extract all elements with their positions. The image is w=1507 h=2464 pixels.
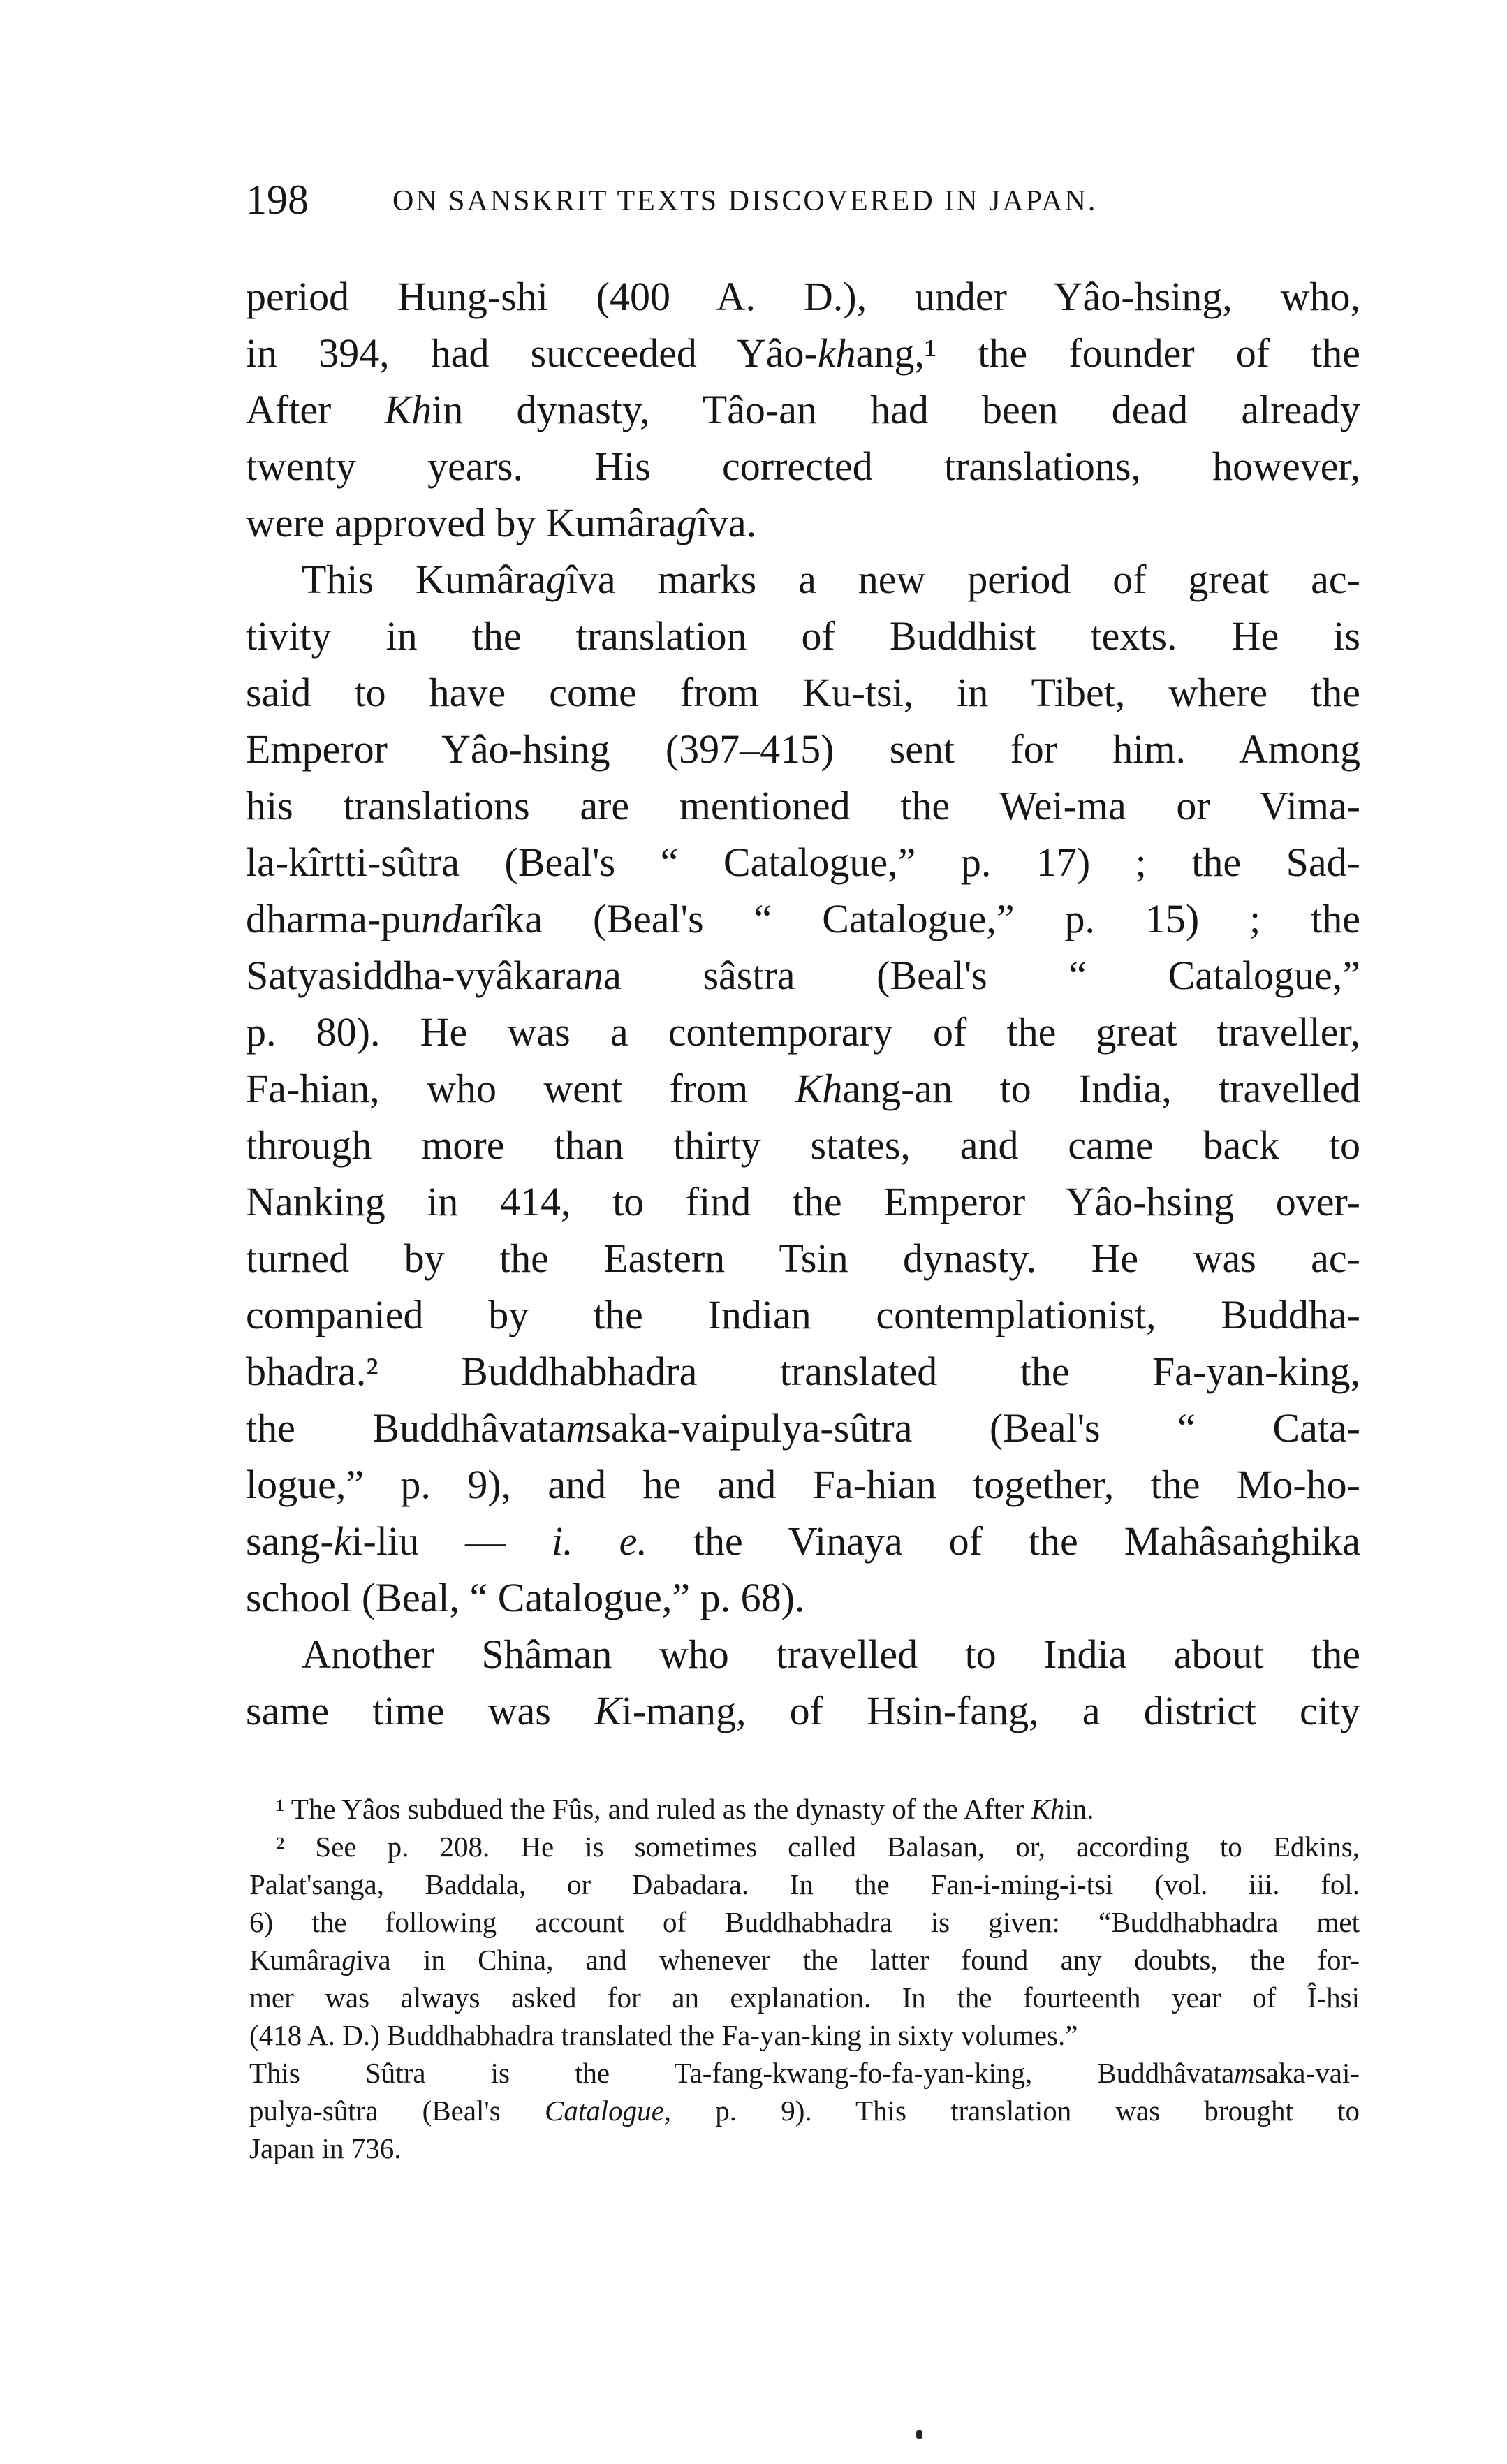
text-line xyxy=(246,1456,1360,1513)
text: After xyxy=(246,387,385,432)
text: same time was xyxy=(246,1688,595,1733)
footnote-line xyxy=(249,2016,1360,2054)
text: Satyasiddha-vyâkara xyxy=(246,953,584,998)
printer-mark xyxy=(916,2430,922,2439)
italic-text: k xyxy=(333,1518,352,1564)
text: i-mang, of Hsin-fang, a district city xyxy=(621,1688,1360,1733)
text: tivity in the translation of Buddhist texts. He is xyxy=(246,613,1360,659)
italic-text: m xyxy=(1234,2057,1255,2089)
text-line xyxy=(246,608,1360,664)
text: saka-vai- xyxy=(1254,2057,1360,2089)
text: Emperor Yâo-hsing (397–415) sent for him. Among xyxy=(246,726,1360,772)
text: ² See p. 208. He is sometimes called Balasan, or, according to Edkins, xyxy=(276,1831,1360,1863)
italic-text: K xyxy=(594,1688,622,1733)
text: logue,” p. 9), and he and Fa-hian together, the Mo-ho- xyxy=(246,1462,1360,1507)
text: a sâstra (Beal's “ Catalogue,” xyxy=(603,953,1360,998)
footnote-line xyxy=(249,2054,1360,2092)
text: sang- xyxy=(246,1518,334,1564)
footnote-line xyxy=(249,1865,1360,1903)
footnote-line xyxy=(249,1903,1360,1941)
footnote-line xyxy=(249,2092,1360,2129)
page-number: 198 xyxy=(246,177,309,223)
text: companied by the Indian contemplationist, Buddha- xyxy=(246,1292,1360,1337)
text-line xyxy=(246,381,1360,438)
text-line xyxy=(246,1004,1360,1060)
text: i-liu — xyxy=(351,1518,552,1564)
text: p. 80). He was a contemporary of the great traveller, xyxy=(246,1009,1360,1055)
footnote-line xyxy=(249,2129,1360,2167)
text-line xyxy=(246,1682,1360,1739)
text-line xyxy=(246,325,1360,381)
text: turned by the Eastern Tsin dynasty. He was ac- xyxy=(246,1235,1360,1281)
text: saka-vaipulya-sûtra (Beal's “ Cata- xyxy=(595,1405,1360,1451)
text: This Sûtra is the Ta-fang-kwang-fo-fa-yan-king, Buddhâvata xyxy=(249,2057,1235,2089)
italic-text: m xyxy=(566,1405,596,1451)
text: 6) the following account of Buddhabhadra is given: “Buddhabhadra met xyxy=(249,1906,1360,1938)
text: Japan in 736. xyxy=(249,2132,402,2164)
text-line xyxy=(246,1343,1360,1400)
text-line xyxy=(246,268,1360,325)
text: in. xyxy=(1064,1793,1094,1825)
text: la-kîrtti-sûtra (Beal's “ Catalogue,” p. 17) ; the Sad- xyxy=(246,839,1360,885)
text: Kumâra xyxy=(249,1944,342,1976)
text: arîka (Beal's “ Catalogue,” p. 15) ; the xyxy=(462,896,1360,941)
text: the Buddhâvata xyxy=(246,1405,566,1451)
text: mer was always asked for an explanation. In the fourteenth year of Î-hsi xyxy=(249,1981,1360,2014)
text-line xyxy=(246,1569,1360,1626)
text-line xyxy=(246,1400,1360,1456)
text: îva marks a new period of great ac- xyxy=(566,557,1360,602)
text-line xyxy=(246,1060,1360,1117)
text-line xyxy=(246,664,1360,721)
text: (418 A. D.) Buddhabhadra translated the Fa-yan-king in sixty volumes.” xyxy=(249,2019,1078,2051)
text: ang,¹ the founder of the xyxy=(855,330,1360,376)
text: his translations are mentioned the Wei-ma or Vima- xyxy=(246,783,1360,828)
text-line xyxy=(246,438,1360,494)
text-line xyxy=(246,890,1360,947)
text-line xyxy=(246,1173,1360,1230)
text: ¹ The Yâos subdued the Fûs, and ruled as the dynasty of the After xyxy=(276,1793,1031,1825)
text: were approved by Kumâra xyxy=(246,500,677,545)
footnotes xyxy=(249,1790,1360,2167)
body-text xyxy=(246,268,1360,1739)
italic-text: kh xyxy=(817,330,856,376)
text: in 394, had succeeded Yâo- xyxy=(246,330,818,376)
text: Fa-hian, who went from xyxy=(246,1066,795,1111)
text: twenty years. His corrected translations, however, xyxy=(246,443,1360,489)
text: Nanking in 414, to find the Emperor Yâo-hsing over- xyxy=(246,1179,1360,1224)
text-line xyxy=(246,1513,1360,1569)
footnote-line xyxy=(249,1941,1360,1979)
text: Another Shâman who travelled to India about the xyxy=(302,1631,1360,1677)
text: in dynasty, Tâo-an had been dead already xyxy=(432,387,1360,432)
text: the Vinaya of the Mahâsaṅghika xyxy=(647,1518,1360,1564)
text-line xyxy=(246,494,1360,551)
text-line xyxy=(246,1626,1360,1682)
text: iva in China, and whenever the latter found any doubts, the for- xyxy=(355,1944,1360,1976)
italic-text: i. e. xyxy=(552,1518,647,1564)
text-line xyxy=(246,721,1360,777)
italic-text: Kh xyxy=(795,1066,843,1111)
italic-text: g xyxy=(545,557,566,602)
text-line xyxy=(246,834,1360,890)
italic-text: Kh xyxy=(1031,1793,1065,1825)
text: period Hung-shi (400 A. D.), under Yâo-hsing, who, xyxy=(246,274,1360,319)
italic-text: Catalogue xyxy=(544,2095,664,2127)
text: said to have come from Ku-tsi, in Tibet, where the xyxy=(246,670,1360,715)
italic-text: n xyxy=(583,953,604,998)
italic-text: Kh xyxy=(384,387,432,432)
running-header xyxy=(246,176,1279,225)
text: through more than thirty states, and came back to xyxy=(246,1122,1360,1168)
italic-text: g xyxy=(341,1944,356,1976)
text-line xyxy=(246,1286,1360,1343)
text: bhadra.² Buddhabhadra translated the Fa-yan-king, xyxy=(246,1349,1360,1394)
italic-text: nd xyxy=(421,896,462,941)
text: , p. 9). This translation was brought to xyxy=(663,2095,1360,2127)
text: pulya-sûtra (Beal's xyxy=(249,2095,545,2127)
text-line xyxy=(246,551,1360,608)
text-line xyxy=(246,1230,1360,1286)
text: îva. xyxy=(696,500,757,545)
running-title: ON SANSKRIT TEXTS DISCOVERED IN JAPAN. xyxy=(392,185,1098,217)
text: Palat'sanga, Baddala, or Dabadara. In the Fan-i-ming-i-tsi (vol. iii. fol. xyxy=(249,1868,1360,1900)
text: ang-an to India, travelled xyxy=(842,1066,1360,1111)
text-line xyxy=(246,777,1360,834)
footnote-line xyxy=(249,1828,1360,1865)
text: dharma-pu xyxy=(246,896,422,941)
footnote-line xyxy=(249,1979,1360,2016)
text-line xyxy=(246,947,1360,1004)
text: school (Beal, “ Catalogue,” p. 68). xyxy=(246,1575,805,1620)
text-line xyxy=(246,1117,1360,1173)
text: This Kumâra xyxy=(302,557,546,602)
italic-text: g xyxy=(676,500,697,545)
footnote-line xyxy=(249,1790,1360,1828)
